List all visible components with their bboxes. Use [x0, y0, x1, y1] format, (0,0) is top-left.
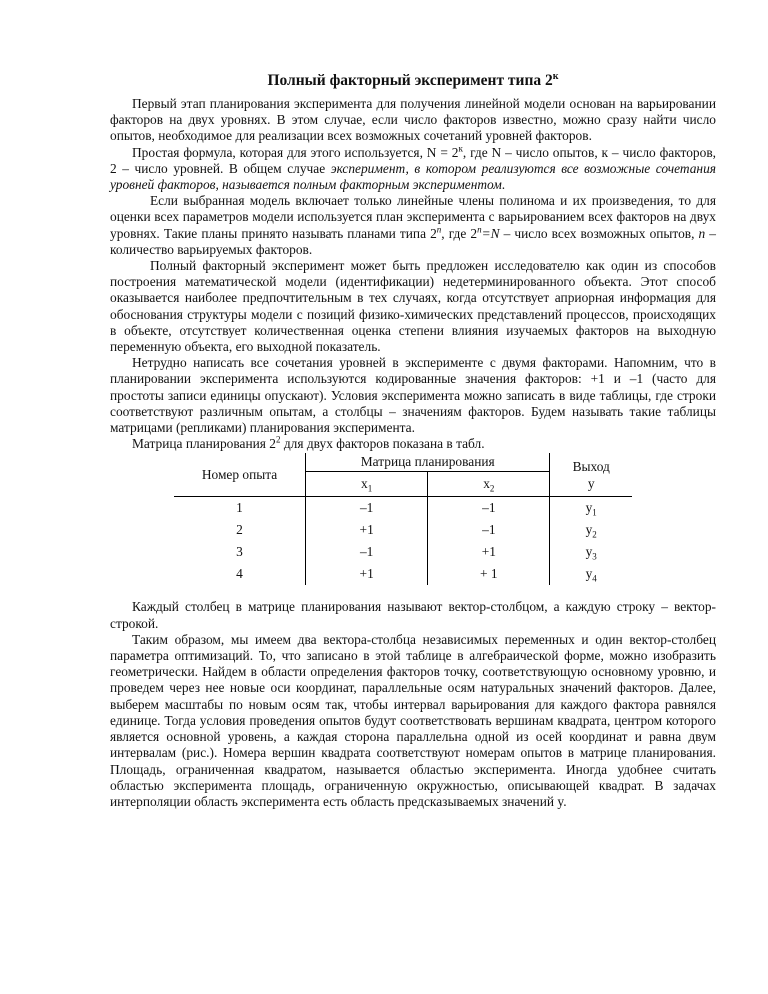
cell-x1: –1	[306, 541, 428, 563]
y-sub: 1	[592, 508, 597, 519]
p2-text-b: , где N – число опытов, к – число факторов, 2 – число уровней. В общем случае	[110, 144, 716, 176]
p6-text-b: для двух факторов показана в табл.	[280, 436, 485, 452]
y-label: y	[585, 544, 593, 560]
x1-sub: 1	[367, 484, 373, 495]
p3-text-a: Если выбранная модель включает только линейные члены полинома и их произведения, то для оценки всех параметров модели используется план эксперимента с варьированием всех факторов на двух уровнях. Такие планы принято называть планами типа 2	[110, 193, 716, 241]
paragraph-4: Полный факторный эксперимент может быть предложен исследователю как один из способов построения математической модели (идентификации) недетерминированного объекта. Этот способ оказывается наиболее предпочтительным в тех случаях, когда отсутствует априорная информация для обоснования структуры модели с позиций физико-химических представлений процессов, происходящих в объекте, отсутствует количественная оценка степени влияния изучаемых факторов на выходную переменную объекта, его выходной показатель.	[110, 258, 716, 355]
cell-x2: –1	[428, 519, 550, 541]
cell-number: 1	[174, 497, 306, 520]
cell-y	[550, 563, 632, 585]
table-row	[174, 541, 632, 563]
title-superscript: к	[552, 70, 559, 82]
p6-sup: 2	[275, 434, 281, 445]
x2-label: x	[483, 476, 490, 492]
p3-text-c: =N	[481, 225, 500, 241]
cell-y	[550, 541, 632, 563]
cell-x2: –1	[428, 497, 550, 520]
p2-text-a: Простая формула, которая для этого используется, N = 2	[132, 144, 459, 160]
p3-n: n	[698, 225, 706, 241]
table-row	[174, 497, 632, 520]
p6-text-a: Матрица планирования 2	[132, 436, 276, 452]
y-label: y	[585, 566, 593, 582]
p3-text-d: – число всех возможных опытов,	[499, 225, 699, 241]
header-output-y: y	[587, 475, 595, 491]
cell-y	[550, 519, 632, 541]
paragraph-1: Первый этап планирования эксперимента для получения линейной модели основан на варьировании факторов на двух уровнях. В этом случае, если число факторов известно, можно сразу найти число опытов, необходимое для реализации всех возможных сочетаний уровней факторов.	[110, 96, 716, 144]
cell-x1: +1	[306, 563, 428, 585]
header-x2	[428, 472, 550, 497]
paragraph-5: Нетрудно написать все сочетания уровней в эксперименте с двумя факторами. Напомним, что в планировании эксперимента используются кодированные значения факторов: +1 и –1 (часто для простоты записи единицы опускают). Условия эксперимента можно записать в виде таблицы, где строки соответствуют различным опытам, а столбцы – значениям факторов. Будем называть такие таблицы матрицами (репликами) планирования эксперимента.	[110, 355, 716, 436]
p2-definition: эксперимент, в котором реализуются все возможные сочетания уровней факторов, называется полным факторным экспериментом	[110, 160, 716, 193]
paragraph-6	[110, 436, 716, 452]
y-label: y	[585, 500, 593, 516]
p2-sup: к	[458, 143, 463, 154]
header-experiment-number: Номер опыта	[174, 453, 306, 497]
paragraph-2	[110, 145, 716, 194]
title-text: Полный факторный эксперимент типа 2	[267, 72, 553, 89]
cell-x2: + 1	[428, 563, 550, 585]
cell-number: 2	[174, 519, 306, 541]
document-page	[110, 72, 716, 810]
y-sub: 3	[592, 552, 597, 563]
cell-number: 4	[174, 563, 306, 585]
cell-y	[550, 497, 632, 520]
x1-label: x	[361, 476, 368, 492]
table-row	[174, 563, 632, 585]
document-title	[110, 72, 716, 90]
paragraph-3	[110, 193, 716, 258]
x2-sub: 2	[489, 484, 495, 495]
p3-text-e: – количество варьируемых факторов.	[110, 225, 716, 257]
planning-matrix-table	[174, 453, 632, 585]
cell-number: 3	[174, 541, 306, 563]
y-label: y	[585, 522, 593, 538]
p3-text-b: , где 2	[441, 225, 478, 241]
cell-x1: +1	[306, 519, 428, 541]
header-planning-matrix: Матрица планирования	[306, 453, 550, 472]
paragraph-8: Таким образом, мы имеем два вектора-столбца независимых переменных и один вектор-столбец параметра оптимизаций. То, что записано в этой таблице в алгебраической форме, можно изобразить геометрически. Найдем в области определения факторов точку, соответствующую основному уровню, и проведем через нее новые оси координат, параллельные осям натуральных значений факторов. Далее, выберем масштабы по новым осям так, чтобы интервал варьирования для каждого фактора равнялся единице. Тогда условия проведения опытов будут соответствовать вершинам квадрата, центром которого является основной уровень, а каждая сторона параллельна одной из осей координат и равна двум интервалам (рис.). Номера вершин квадрата соответствуют номерам опытов в матрице планирования. Площадь, ограниченная квадратом, называется областью эксперимента. Иногда удобнее считать областью эксперимента площадь, ограниченную окружностью, описывающей квадрат. В задачах интерполяции область эксперимента есть область предсказываемых значений y.	[110, 631, 716, 809]
cell-x1: –1	[306, 497, 428, 520]
header-x1	[306, 472, 428, 497]
table-header-row-1	[174, 453, 632, 472]
p3-sup-1: n	[436, 224, 442, 235]
p3-sup-2: n	[477, 224, 482, 235]
y-sub: 2	[592, 530, 597, 541]
header-output-label: Выход	[572, 458, 610, 474]
y-sub: 4	[592, 574, 597, 585]
cell-x2: +1	[428, 541, 550, 563]
paragraph-7: Каждый столбец в матрице планирования называют вектор-столбцом, а каждую строку – вектор-строкой.	[110, 599, 716, 631]
table-row	[174, 519, 632, 541]
p2-text-c: .	[501, 177, 506, 193]
header-output	[550, 453, 632, 497]
